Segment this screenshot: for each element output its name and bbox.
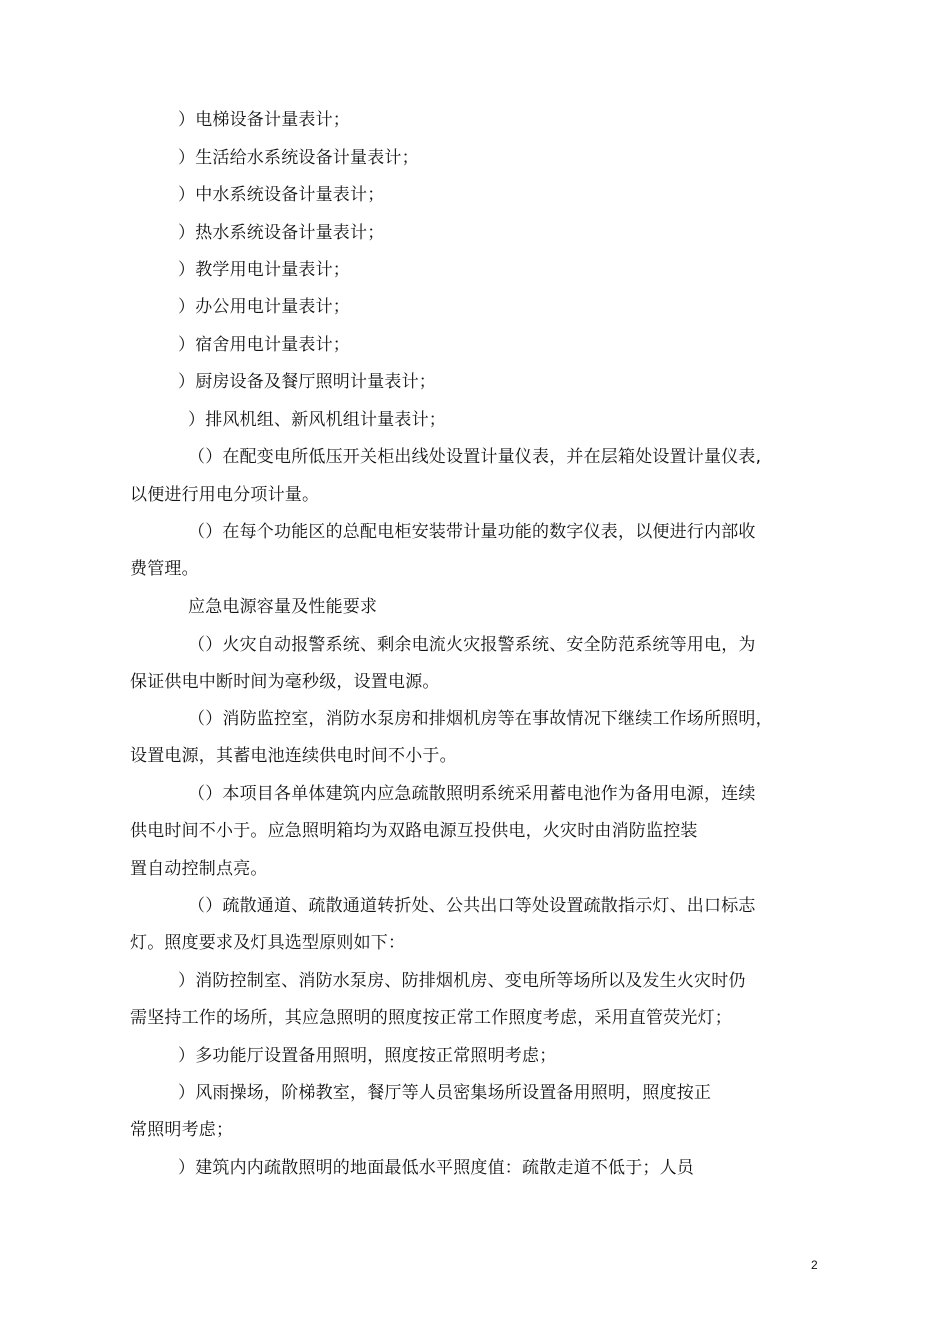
text-line: 应急电源容量及性能要求 bbox=[188, 597, 378, 617]
text-line: （）疏散通道、疏散通道转折处、公共出口等处设置疏散指示灯、出口标志 bbox=[188, 896, 756, 916]
text-line: 保证供电中断时间为毫秒级，设置电源。 bbox=[130, 672, 440, 692]
text-line: ）厨房设备及餐厅照明计量表计； bbox=[178, 372, 436, 392]
text-line: ）风雨操场，阶梯教室，餐厅等人员密集场所设置备用照明，照度按正 bbox=[178, 1083, 712, 1103]
text-line: （）火灾自动报警系统、剩余电流火灾报警系统、安全防范系统等用电，为 bbox=[188, 635, 756, 655]
text-line: ）热水系统设备计量表计； bbox=[178, 223, 385, 243]
text-line: 需坚持工作的场所，其应急照明的照度按正常工作照度考虑，采用直管荧光灯； bbox=[130, 1008, 732, 1028]
text-line: （）在配变电所低压开关柜出线处设置计量仪表，并在层箱处设置计量仪表, bbox=[188, 447, 762, 467]
text-line: ）教学用电计量表计； bbox=[178, 260, 350, 280]
text-line: ）建筑内内疏散照明的地面最低水平照度值：疏散走道不低于；人员 bbox=[178, 1158, 694, 1178]
text-line: ）消防控制室、消防水泵房、防排烟机房、变电所等场所以及发生火灾时仍 bbox=[178, 971, 746, 991]
text-line: ）中水系统设备计量表计； bbox=[178, 185, 385, 205]
text-line: ）生活给水系统设备计量表计； bbox=[178, 148, 419, 168]
text-line: 常照明考虑； bbox=[130, 1120, 234, 1140]
text-line: ）办公用电计量表计； bbox=[178, 297, 350, 317]
text-line: （）消防监控室，消防水泵房和排烟机房等在事故情况下继续工作场所照明， bbox=[188, 709, 773, 729]
text-line: 供电时间不小于。应急照明箱均为双路电源互投供电，火灾时由消防监控装 bbox=[130, 821, 698, 841]
page-number: 2 bbox=[811, 1258, 818, 1272]
text-line: ）电梯设备计量表计； bbox=[178, 110, 350, 130]
text-line: ）多功能厅设置备用照明，照度按正常照明考虑； bbox=[178, 1046, 557, 1066]
text-line: 置自动控制点亮。 bbox=[130, 859, 268, 879]
text-line: 以便进行用电分项计量。 bbox=[130, 485, 320, 505]
text-line: 灯。照度要求及灯具选型原则如下： bbox=[130, 933, 406, 953]
text-line: （）在每个功能区的总配电柜安装带计量功能的数字仪表，以便进行内部收 bbox=[188, 522, 756, 542]
text-line: 设置电源，其蓄电池连续供电时间不小于。 bbox=[130, 746, 457, 766]
text-line: ）排风机组、新风机组计量表计； bbox=[188, 410, 446, 430]
text-line: （）本项目各单体建筑内应急疏散照明系统采用蓄电池作为备用电源，连续 bbox=[188, 784, 756, 804]
text-line: 费管理。 bbox=[130, 559, 199, 579]
text-line: ）宿舍用电计量表计； bbox=[178, 335, 350, 355]
